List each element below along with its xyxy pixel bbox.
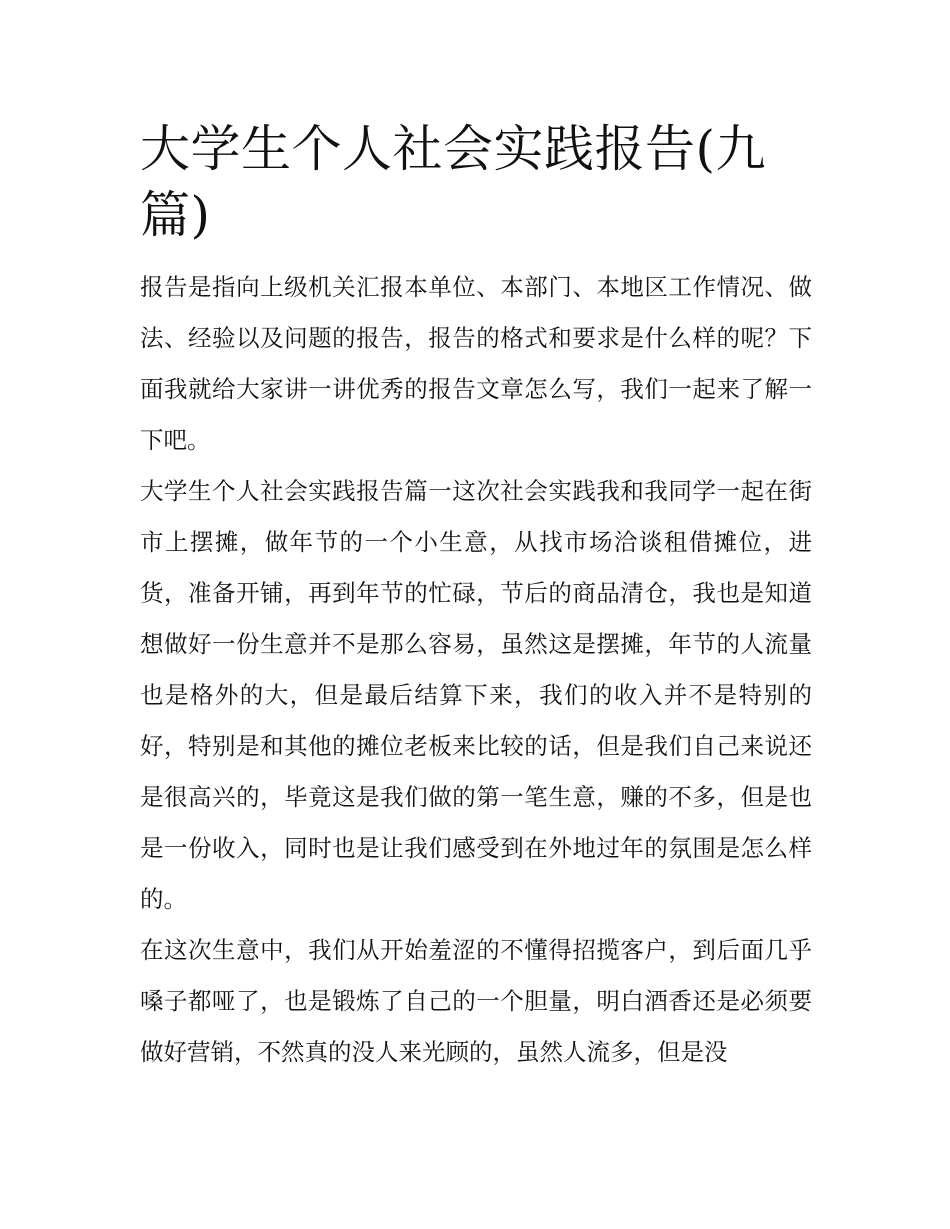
document-title: 大学生个人社会实践报告(九篇) — [140, 120, 767, 244]
document-body — [140, 116, 812, 1078]
paragraph-business-experience: 在这次生意中，我们从开始羞涩的不懂得招揽客户，到后面几乎嗓子都哑了，也是锻炼了自己的一个胆量，明白酒香还是必须要做好营销，不然真的没人来光顾的，虽然人流多，但是没 — [140, 936, 812, 1066]
paragraph-report-one: 大学生个人社会实践报告篇一这次社会实践我和我同学一起在街市上摆摊，做年节的一个小生意，从找市场洽谈租借摊位，进货，准备开铺，再到年节的忙碌，节后的商品清仓，我也是知道想做好一份生意并不是那么容易，虽然这是摆摊，年节的人流量也是格外的大，但是最后结算下来，我们的收入并不是特别的好，特别是和其他的摊位老板来比较的话，但是我们自己来说还是很高兴的，毕竟这是我们做的第一笔生意，赚的不多，但是也是一份收入，同时也是让我们感受到在外地过年的氛围是怎么样的。 — [140, 477, 812, 913]
paragraph-intro: 报告是指向上级机关汇报本单位、本部门、本地区工作情况、做法、经验以及问题的报告，报告的格式和要求是什么样的呢？下面我就给大家讲一讲优秀的报告文章怎么写，我们一起来了解一下吧。 — [140, 273, 812, 454]
